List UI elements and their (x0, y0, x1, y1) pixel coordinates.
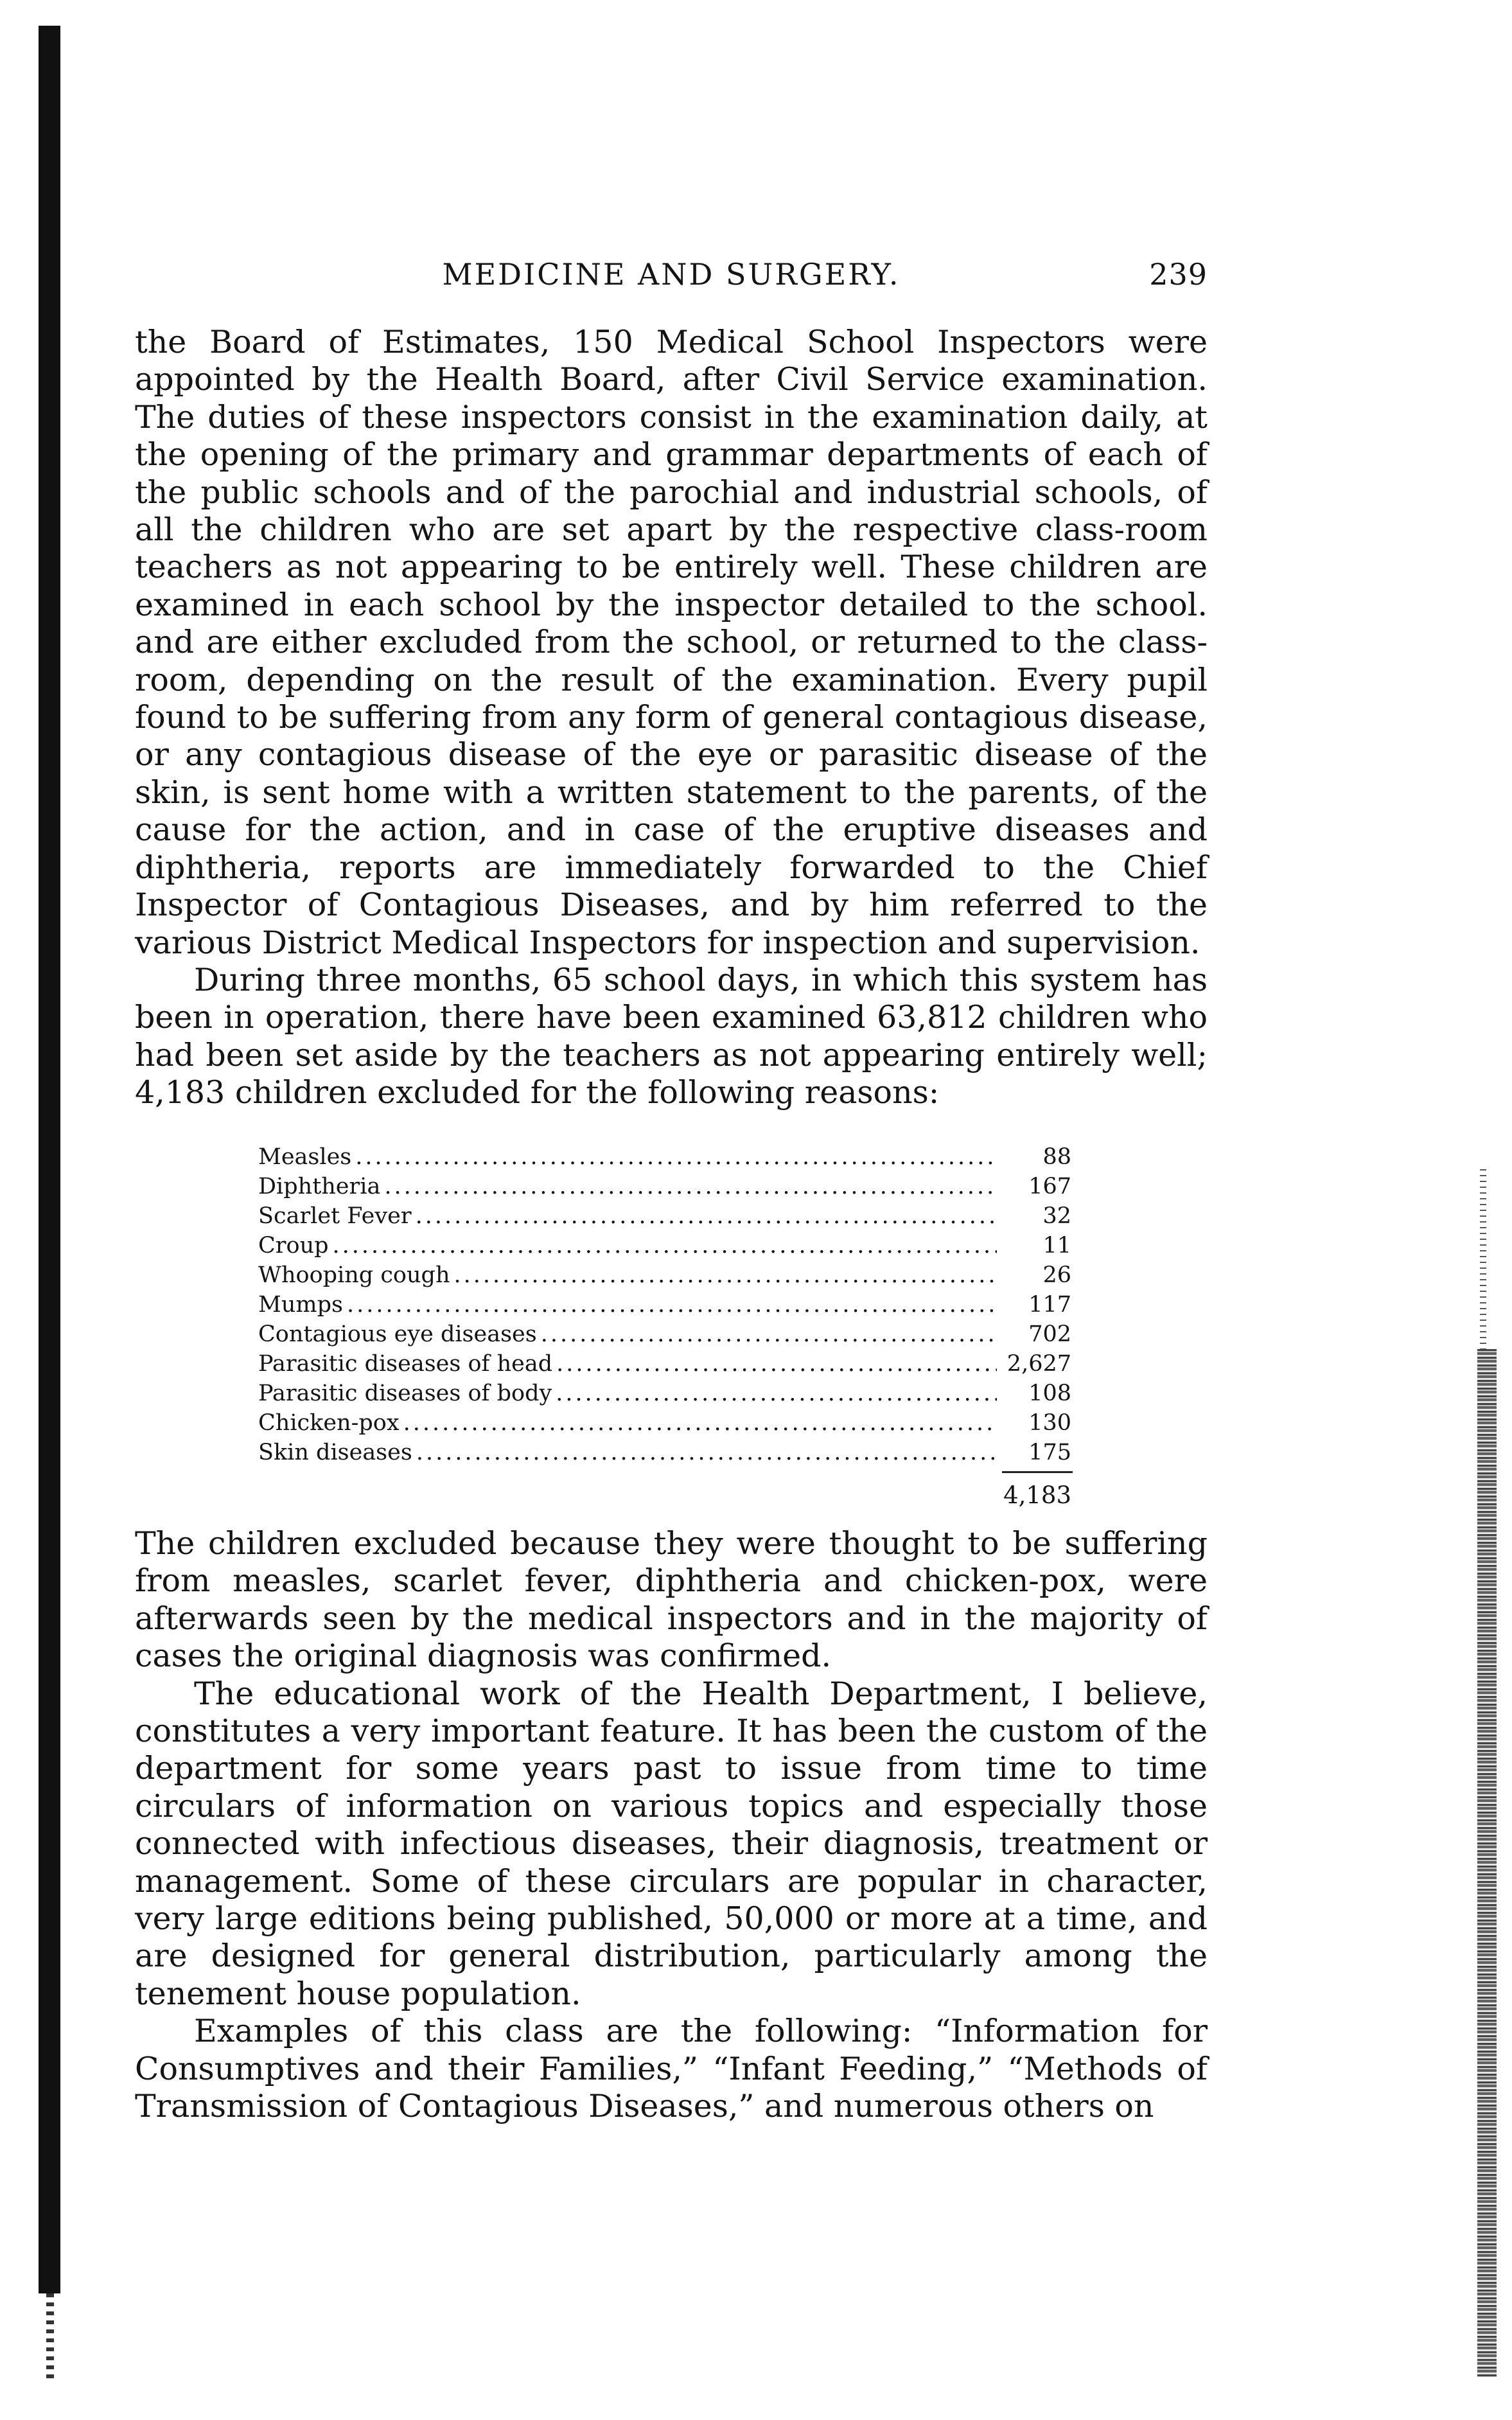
exclusion-count: 108 (1028, 1381, 1071, 1406)
total-rule (1002, 1471, 1073, 1473)
exclusions-total: 4,183 (1003, 1481, 1071, 1509)
exclusion-reason: Parasitic diseases of head (258, 1351, 553, 1377)
leader-dots (355, 1142, 997, 1172)
table-row (258, 1320, 1071, 1349)
table-row (258, 1290, 1071, 1320)
paragraph: Examples of this class are the following: “Information for Consumptives and their Families,” “Infant Feeding,” “Methods of Transmission of Contagious Diseases,” and numerous others on (135, 2013, 1208, 2125)
table-row (258, 1172, 1071, 1201)
exclusion-reason: Whooping cough (258, 1262, 450, 1288)
leader-dots (347, 1290, 997, 1320)
exclusion-count: 117 (1028, 1292, 1071, 1318)
exclusion-reason: Parasitic diseases of body (258, 1381, 552, 1406)
exclusion-reason: Scarlet Fever (258, 1203, 412, 1229)
exclusion-reason: Mumps (258, 1292, 343, 1318)
leader-dots (403, 1408, 997, 1438)
exclusion-reason: Croup (258, 1233, 329, 1259)
exclusion-reason: Chicken-pox (258, 1410, 400, 1436)
exclusion-count: 88 (1042, 1144, 1071, 1170)
table-row (258, 1260, 1071, 1290)
exclusion-count: 11 (1042, 1233, 1071, 1259)
leader-dots (333, 1231, 997, 1260)
table-row (258, 1438, 1071, 1467)
exclusion-count: 175 (1028, 1440, 1071, 1465)
exclusion-reason: Skin diseases (258, 1440, 412, 1465)
table-row (258, 1231, 1071, 1260)
body-text-bottom (135, 1525, 1208, 2126)
exclusion-reason: Contagious eye diseases (258, 1321, 537, 1347)
paragraph: the Board of Estimates, 150 Medical School Inspectors were appointed by the Health Board, after Civil Service examination. The duties of these inspectors consist in the examination daily, at the opening of the primary and grammar departments of each of the public schools and of the parochial and industrial schools, of all the children who are set apart by the respective class-room teachers as not appearing to be entirely well. These children are examined in each school by the inspector detailed to the school. and are either excluded from the school, or returned to the class-room, depending on the result of the examination. Every pupil found to be suffering from any form of general contagious disease, or any contagious disease of the eye or parasitic disease of the skin, is sent home with a written statement to the parents, of the cause for the action, and in case of the eruptive diseases and diphtheria, reports are immediately forwarded to the Chief Inspector of Contagious Diseases, and by him referred to the various District Medical Inspectors for inspection and supervision. (135, 324, 1208, 961)
leader-dots (454, 1260, 998, 1290)
binding-edge-left-bottom (46, 2293, 54, 2383)
leader-dots (556, 1379, 997, 1408)
exclusion-reason: Diphtheria (258, 1174, 381, 1199)
exclusion-reason: Measles (258, 1144, 352, 1170)
exclusion-count: 2,627 (1007, 1351, 1071, 1377)
exclusions-table (258, 1142, 1071, 1467)
exclusion-count: 702 (1028, 1321, 1071, 1347)
leader-dots (416, 1201, 997, 1231)
body-text-top (135, 324, 1208, 1112)
leader-dots (541, 1320, 997, 1349)
exclusion-count: 167 (1028, 1174, 1071, 1199)
paragraph: During three months, 65 school days, in which this system has been in operation, there have been examined 63,812 children who had been set aside by the teachers as not appearing entirely well; 4,183 children excluded for the following reasons: (135, 961, 1208, 1111)
binding-edge-left (39, 26, 60, 2293)
running-head (135, 257, 1208, 302)
page-edge-right (1477, 1349, 1497, 2377)
page-edge-right-top (1480, 1169, 1486, 1349)
exclusion-count: 130 (1028, 1410, 1071, 1436)
table-row (258, 1142, 1071, 1172)
table-row (258, 1379, 1071, 1408)
table-row (258, 1408, 1071, 1438)
paragraph: The educational work of the Health Department, I believe, constitutes a very important feature. It has been the custom of the department for some years past to issue from time to time circulars of information on various topics and especially those connected with infectious diseases, their diagnosis, treatment or management. Some of these circulars are popular in character, very large editions being published, 50,000 or more at a time, and are designed for general distribution, particularly among the tenement house population. (135, 1675, 1208, 2012)
exclusion-count: 26 (1042, 1262, 1071, 1288)
leader-dots (556, 1349, 997, 1379)
table-row (258, 1201, 1071, 1231)
table-row (258, 1349, 1071, 1379)
leader-dots (384, 1172, 997, 1201)
running-head-title: MEDICINE AND SURGERY. (442, 257, 901, 292)
paragraph: The children excluded because they were thought to be suffering from measles, scarlet fever, diphtheria and chicken-pox, were afterwards seen by the medical inspectors and in the majority of cases the original diagnosis was confirmed. (135, 1525, 1208, 1675)
page-number: 239 (1149, 257, 1208, 292)
leader-dots (416, 1438, 997, 1467)
exclusion-count: 32 (1042, 1203, 1071, 1229)
